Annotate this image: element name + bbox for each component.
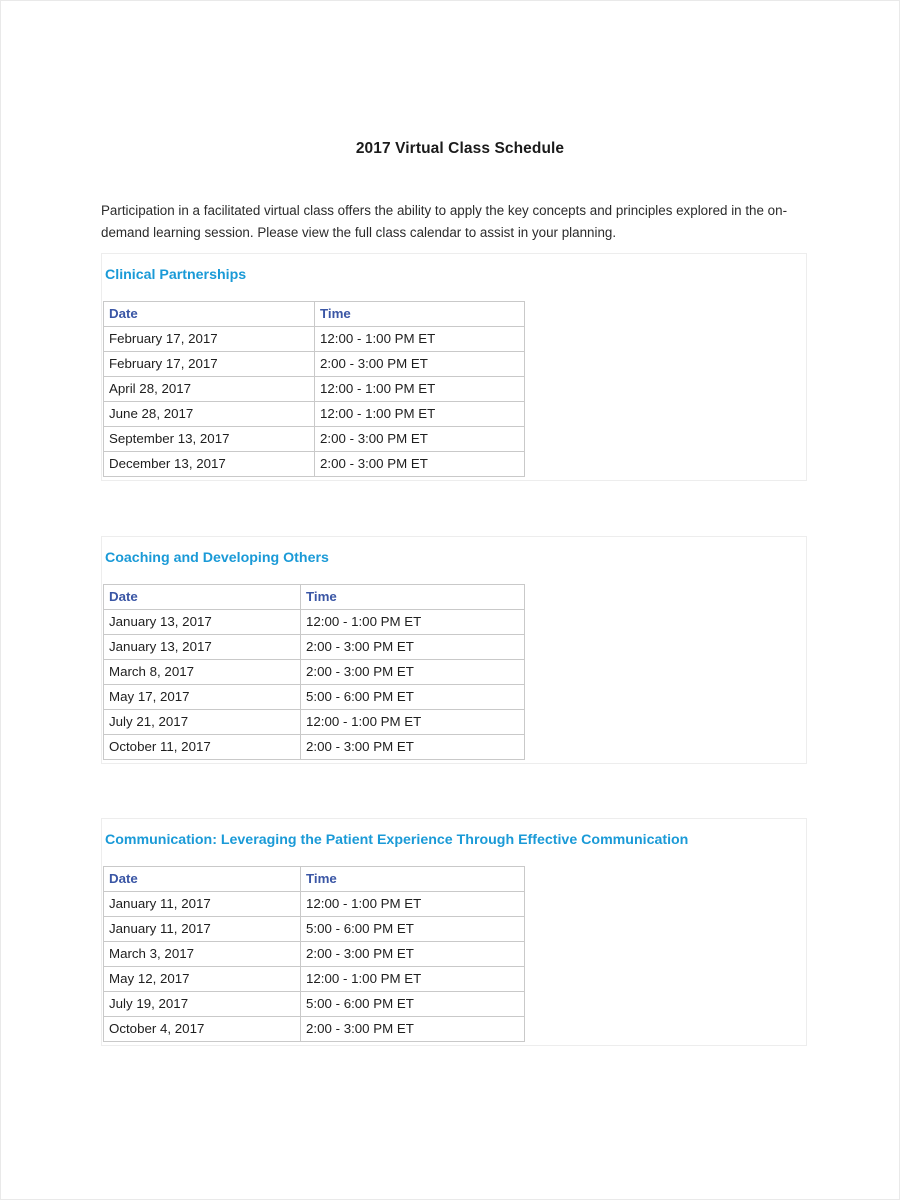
table-body — [104, 892, 525, 1042]
cell-date: May 12, 2017 — [104, 967, 301, 992]
table-row — [104, 402, 525, 427]
schedule-table — [103, 866, 525, 1042]
table-row — [104, 327, 525, 352]
table-row — [104, 635, 525, 660]
schedule-table — [103, 584, 525, 760]
column-header-date: Date — [104, 585, 301, 610]
table-row — [104, 352, 525, 377]
cell-time: 2:00 - 3:00 PM ET — [301, 660, 525, 685]
table-row — [104, 685, 525, 710]
cell-date: July 19, 2017 — [104, 992, 301, 1017]
section-heading: Coaching and Developing Others — [105, 550, 329, 566]
table-row — [104, 967, 525, 992]
cell-time: 2:00 - 3:00 PM ET — [301, 1017, 525, 1042]
schedule-section-communication — [101, 818, 807, 1046]
schedule-section-coaching-and-developing-others — [101, 536, 807, 764]
section-heading: Communication: Leveraging the Patient Experience Through Effective Communication — [105, 832, 689, 848]
cell-time: 2:00 - 3:00 PM ET — [301, 635, 525, 660]
table-row — [104, 1017, 525, 1042]
table-row — [104, 710, 525, 735]
cell-date: December 13, 2017 — [104, 452, 315, 477]
cell-time: 12:00 - 1:00 PM ET — [301, 967, 525, 992]
cell-time: 5:00 - 6:00 PM ET — [301, 992, 525, 1017]
cell-date: January 13, 2017 — [104, 635, 301, 660]
cell-date: March 8, 2017 — [104, 660, 301, 685]
cell-date: October 4, 2017 — [104, 1017, 301, 1042]
cell-date: October 11, 2017 — [104, 735, 301, 760]
page-title: 2017 Virtual Class Schedule — [355, 140, 565, 157]
table-row — [104, 917, 525, 942]
cell-time: 12:00 - 1:00 PM ET — [301, 610, 525, 635]
cell-time: 2:00 - 3:00 PM ET — [315, 427, 525, 452]
cell-date: January 11, 2017 — [104, 892, 301, 917]
cell-date: July 21, 2017 — [104, 710, 301, 735]
table-row — [104, 427, 525, 452]
table-row — [104, 735, 525, 760]
table-row — [104, 610, 525, 635]
cell-date: January 13, 2017 — [104, 610, 301, 635]
column-header-date: Date — [104, 302, 315, 327]
cell-time: 2:00 - 3:00 PM ET — [301, 735, 525, 760]
cell-time: 2:00 - 3:00 PM ET — [301, 942, 525, 967]
schedule-section-clinical-partnerships — [101, 253, 807, 481]
cell-date: September 13, 2017 — [104, 427, 315, 452]
cell-time: 2:00 - 3:00 PM ET — [315, 352, 525, 377]
cell-date: February 17, 2017 — [104, 327, 315, 352]
cell-time: 5:00 - 6:00 PM ET — [301, 917, 525, 942]
cell-time: 12:00 - 1:00 PM ET — [315, 377, 525, 402]
column-header-time: Time — [315, 302, 525, 327]
table-header-row — [104, 867, 525, 892]
cell-date: March 3, 2017 — [104, 942, 301, 967]
cell-date: May 17, 2017 — [104, 685, 301, 710]
cell-time: 12:00 - 1:00 PM ET — [301, 710, 525, 735]
cell-date: January 11, 2017 — [104, 917, 301, 942]
cell-time: 5:00 - 6:00 PM ET — [301, 685, 525, 710]
cell-date: February 17, 2017 — [104, 352, 315, 377]
intro-paragraph: Participation in a facilitated virtual class offers the ability to apply the key concepts and principles explored in the on-demand learning session. Please view the full class calendar to assist in your planning. — [101, 203, 788, 241]
cell-date: June 28, 2017 — [104, 402, 315, 427]
table-header-row — [104, 585, 525, 610]
table-row — [104, 892, 525, 917]
cell-time: 12:00 - 1:00 PM ET — [301, 892, 525, 917]
cell-time: 12:00 - 1:00 PM ET — [315, 327, 525, 352]
section-heading: Clinical Partnerships — [105, 267, 247, 283]
cell-time: 2:00 - 3:00 PM ET — [315, 452, 525, 477]
cell-time: 12:00 - 1:00 PM ET — [315, 402, 525, 427]
table-body — [104, 610, 525, 760]
table-row — [104, 377, 525, 402]
schedule-table — [103, 301, 525, 477]
cell-date: April 28, 2017 — [104, 377, 315, 402]
table-row — [104, 660, 525, 685]
column-header-time: Time — [301, 867, 525, 892]
table-body — [104, 327, 525, 477]
table-header-row — [104, 302, 525, 327]
column-header-date: Date — [104, 867, 301, 892]
table-row — [104, 942, 525, 967]
column-header-time: Time — [301, 585, 525, 610]
table-row — [104, 452, 525, 477]
table-row — [104, 992, 525, 1017]
